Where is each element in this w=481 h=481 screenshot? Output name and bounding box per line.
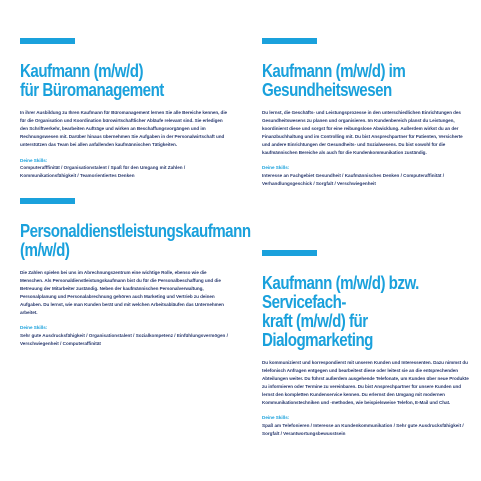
job-title-line: Gesundheitswesen (262, 80, 392, 100)
job-card-gesundheitswesen (262, 38, 471, 188)
skills-list: Computerafffinität / Organisationstalent / Spaß für den Umgang mit Zahlen / Kommunikationsfähigkeit / Teamorientiertes Denken (20, 165, 186, 179)
job-title (262, 62, 472, 100)
job-title (20, 221, 251, 260)
skills-label: Deine Skills: (20, 325, 48, 331)
job-card-personaldienstleistung (20, 198, 251, 348)
accent-bar (20, 38, 75, 44)
skills-list: Sehr gute Ausdrucksfähigkeit / Organisationstalent / Sozialkompetenz / Einfühlungsvermögen / Verschwiegenheit / Computeraffinität (20, 333, 228, 347)
job-description: Du lernst, die Geschäfts- und Leistungsprozesse in den unterschiedlichen Einrichtungen des Gesundheitswesens zu planen und organisieren. Im Kundenbereich planst du Leistungen, koordinierst diese und sorgst für eine reibungslose Abwicklung. Außerdem wirkst du an der Finanzbuchhaltung und im Controlling mit. Du bist Ansprechpartner für Patienten, Versicherte und andere Einrichtungen der Gesundheits- und Sozialwesens. Du bist sowohl für die kaufmännischen Bereiche als auch für die Kundenkommunikation zuständig. (262, 110, 463, 155)
job-description: In ihrer Ausbildung zu Ihren Kaufmann für Büromanagement lernen Sie alle Bereiche kennen, die für die Organisation und Koordination bürowirtschaftlicher Abläufe relevant sind. Sie erledigen den Schriftverkehr, bearbeiten Aufträge und wirken an Beschaffungsvorgängen und im Rechnungswesen mit. Darüber hinaus übernehmen Sie Aufgaben in der Personalwirtschaft und unterstützen das Team bei allen anfallenden kaufmännischen Tätigkeiten. (20, 110, 228, 147)
skills-label: Deine Skills: (262, 165, 290, 171)
job-title-line: Kaufmann (m/w/d) bzw. Servicefach- (262, 273, 419, 312)
job-title-line: für Büromanagement (20, 80, 164, 100)
job-description: Die Zahlen spielen bei uns im Abrechnungszentrum eine wichtige Rolle, ebenso wie die Menschen. Als Personaldienstleistungskaufmann bist du für die Personalbeschaffung und die Betreuung der Mitarbeiter zuständig. Neben der kaufmännischen Personalverwaltung, Personalplanung und Personalabrechnung gehören auch Marketing und Vertrieb zu deinen Aufgaben. Du lernst, wie man Kunden berät und mit welchen Arbeitsabläufen das Unternehmen arbeitet. (20, 270, 224, 315)
job-title (20, 62, 230, 100)
accent-bar (262, 250, 317, 256)
job-title (262, 274, 472, 350)
skills-label: Deine Skills: (20, 157, 48, 163)
skills-label: Deine Skills: (262, 415, 290, 421)
accent-bar (20, 198, 75, 204)
job-title-line: Kaufmann (m/w/d) im (262, 61, 406, 81)
job-title-line: Personaldienstleistungskaufmann (20, 221, 251, 241)
job-card-dialogmarketing (262, 250, 471, 438)
job-title-line: Kaufmann (m/w/d) (20, 61, 143, 81)
accent-bar (262, 38, 317, 44)
job-title-line: kraft (m/w/d) für Dialogmarketing (262, 311, 373, 350)
job-title-line: (m/w/d) (20, 240, 70, 260)
skills-list: Interesse an Fachgebiet Gesundheit / Kaufmännisches Denken / Computeraffinität / Verhandlungsgeschick / Sorgfalt / Verschwiegenheit (262, 173, 445, 187)
job-card-bueromanagement (20, 38, 229, 180)
job-description: Du kommunizierst und korrespondierst mit unseren Kunden und Interessenten. Dazu nimmst du telefonisch Anfragen entgegen und bearbeitest diese oder leitest sie an die entsprechenden Abteilungen weiter. Du führst außerdem ausgehende Telefonate, um Kunden über neue Produkte zu informieren oder Termine zu vereinbaren. Du bist Ansprechpartner für unsere Kunden und lernst den kompletten Kundenservice kennen. Du erlernst den Umgang mit modernen Kommunikationstechniken und -methoden, wie beispielsweise Telefon, E-Mail und Chat. (262, 360, 469, 405)
skills-list: Spaß am Telefonieren / Interesse an Kundenkommunikation / Sehr gute Ausdrucksfähigkeit / Sorgfalt / Verantwortungsbewusstsein (262, 423, 464, 437)
